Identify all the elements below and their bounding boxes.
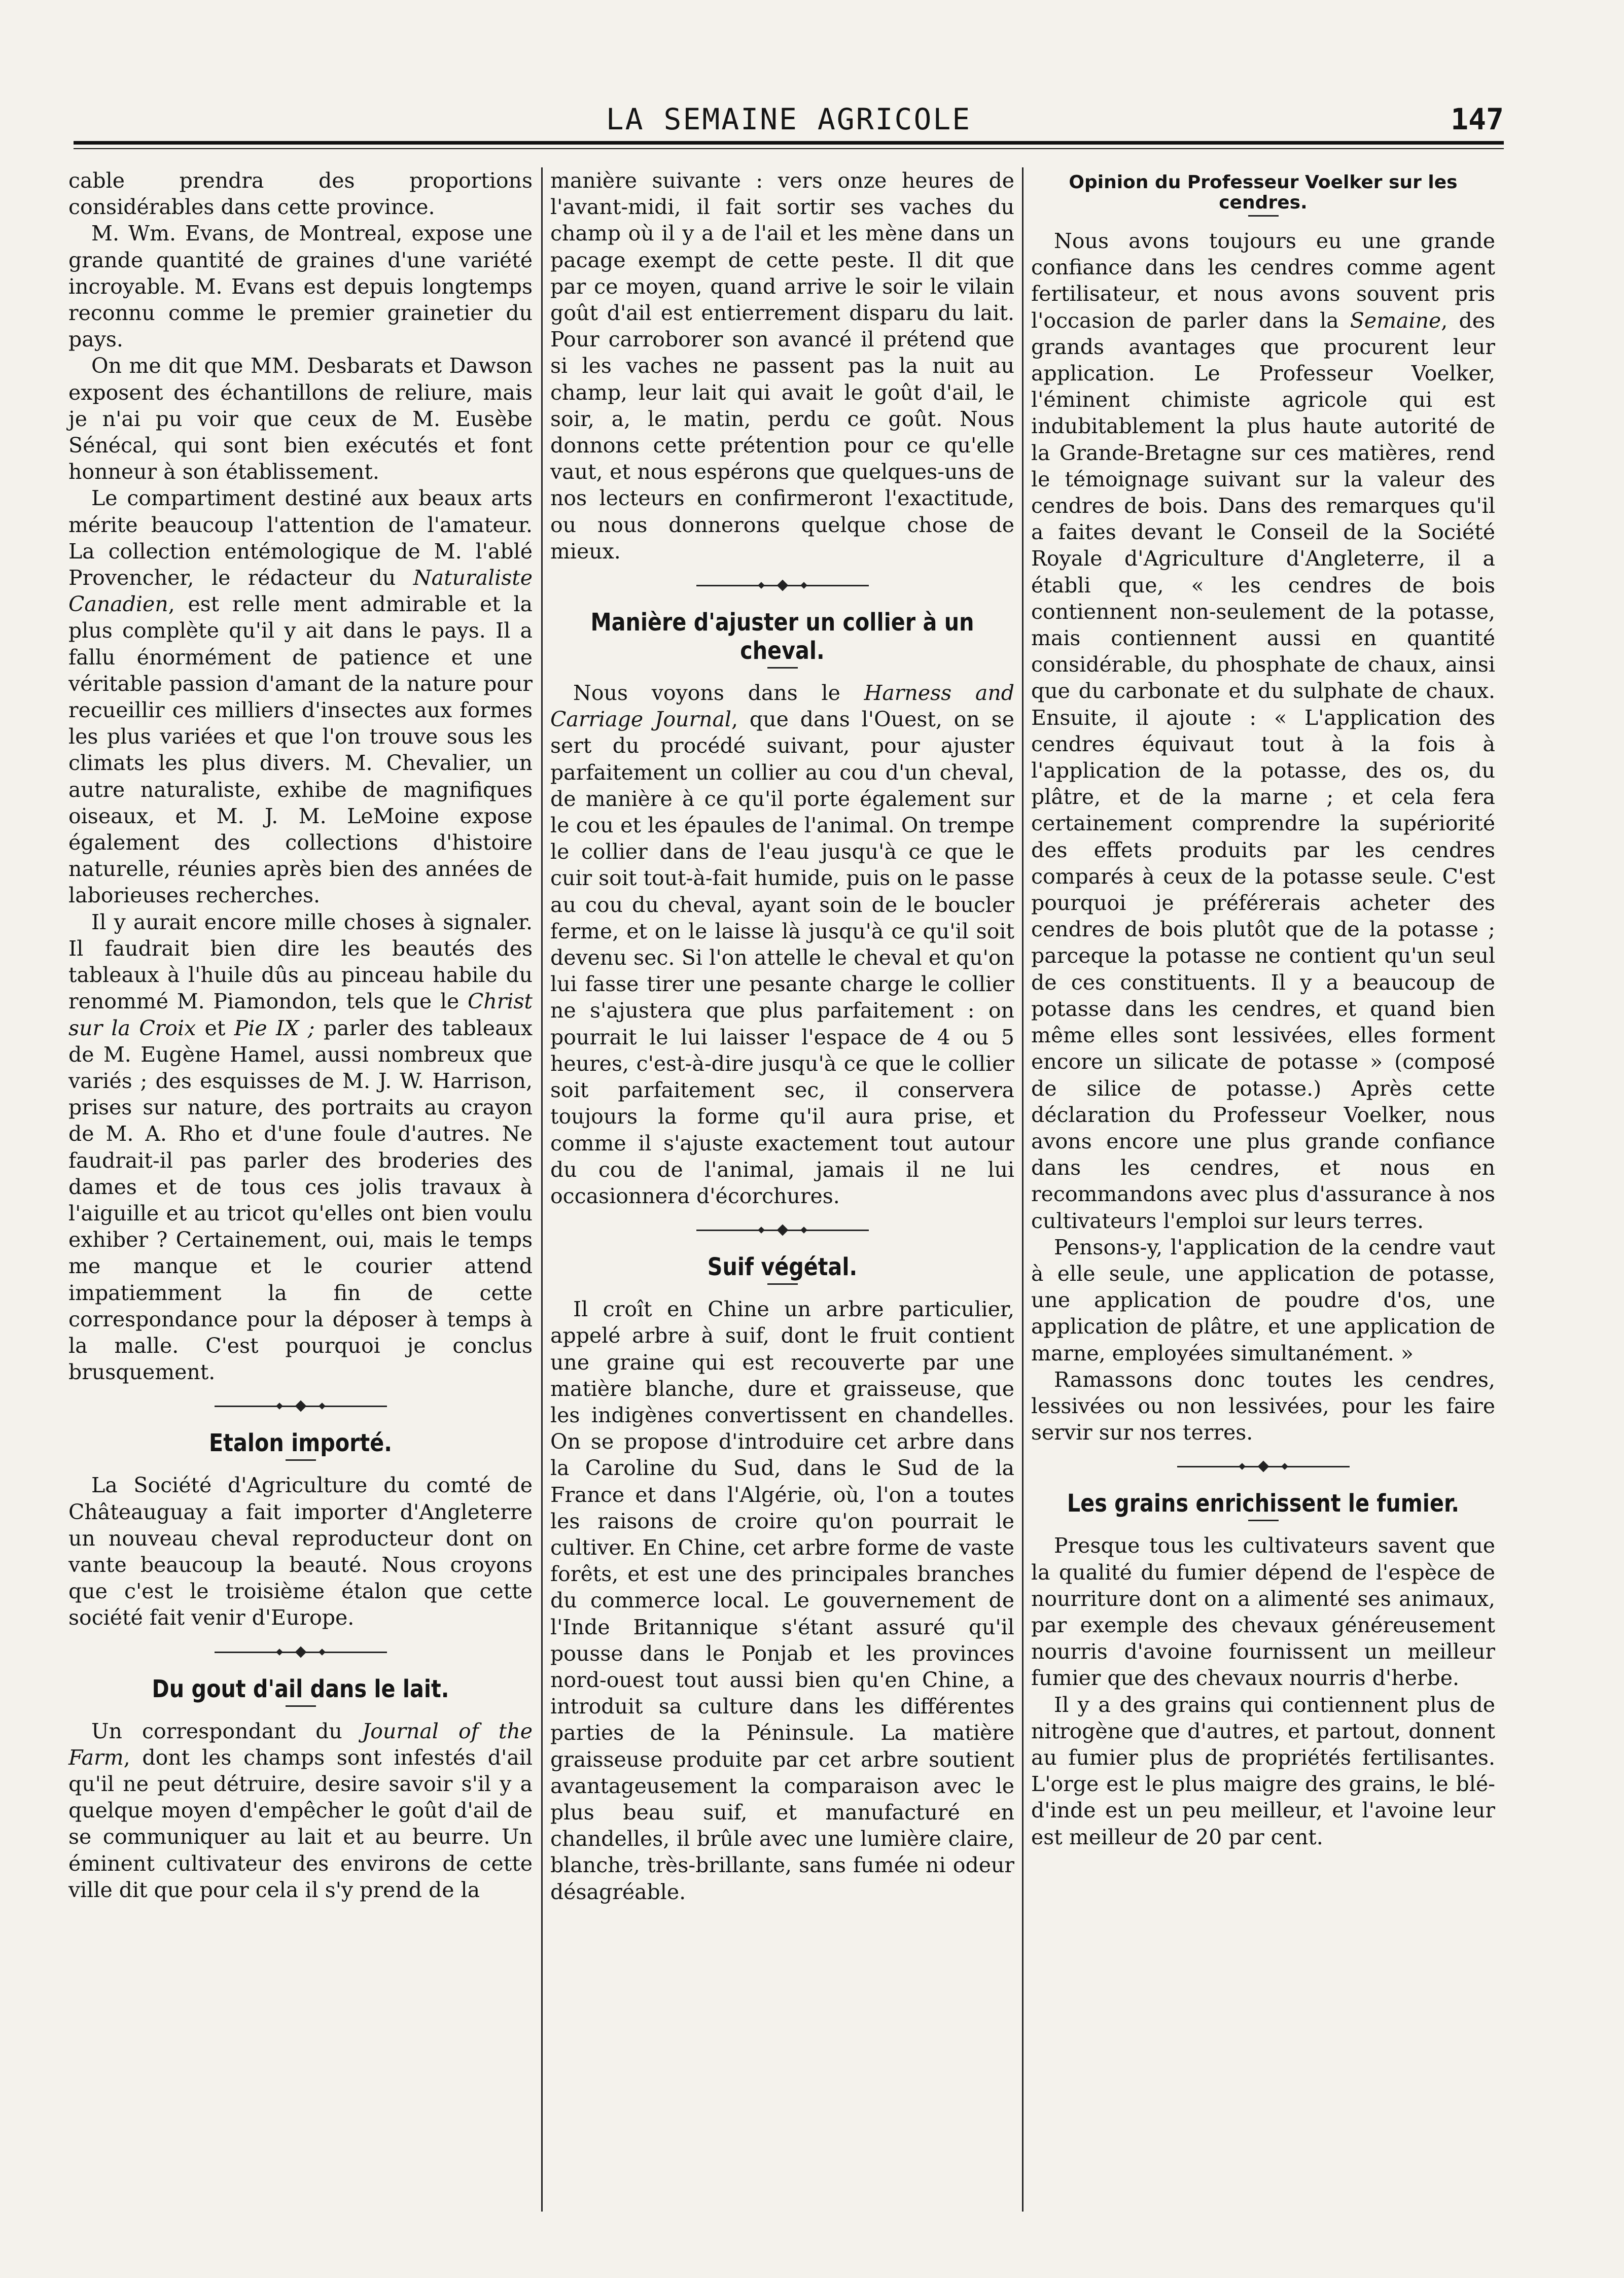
paragraph-grains-2: Il y a des grains qui contiennent plus de nitrogène que d'autres, et partout, donnent au fumier plus de propriétés fertilisantes. L'orge est le plus maigre des grains, le blé-d'inde est un peu meilleur, et l'avoine leur est meilleur de 20 par cent. [1031,1692,1495,1849]
italic-title: Journal of the Farm [68,1719,533,1770]
paragraph-beaux-arts [68,485,533,908]
text-run: , des grands avantages que procurent leur application. Le Professeur Voelker, l'éminent chimiste agricole qui est indubitablement la plus haute autorité de la Grande-Bretagne sur ces matières, rend le témoignage suivant sur la valeur des cendres de bois. Dans des remarques qu'il a faites devant le Conseil de la Société Royale d'Agriculture d'Angleterre, il a établi que, « les cendres de bois contiennent non-seulement de la potasse, mais contiennent aussi en quantité considérable, du phosphate de chaux, ainsi que du carbonate et du sulphate de chaux. Ensuite, il ajoute : « L'application des cendres équivaut tout à la fois à l'application de la potasse, des os, du plâtre, et de la marne ; et cela fera certainement comprendre la supériorité des effets produits par les cendres comparés à ceux de la potasse seule. C'est pourquoi je préférerais acheter des cendres de bois plutôt que de la potasse ; parceque la potasse ne contient qu'un seul de ces constituents. Il y a beaucoup de potasse dans les cendres, et quand bien même elles sont lessivées, elles forment encore un silicate de potasse » (composé de silice de potasse.) Après cette déclaration du Professeur Voelker, nous avons encore une plus grande confiance dans les cendres, et nous en recommandons avec plus d'assurance à nos cultivateurs l'emploi sur leurs terres. [1031,308,1495,1233]
heading-etalon: Etalon importé. [209,1429,392,1458]
italic-title: Semaine [1350,308,1441,333]
section-ornament [696,1224,869,1236]
italic-title: Pie IX ; [234,1015,315,1040]
column-2 [550,167,1014,1905]
text-run: parler des tableaux de M. Eugène Hamel, aussi nombreux que variés ; des esquisses de M. J. W. Harrison, prises sur nature, des portraits au crayon de M. A. Rho et d'une foule d'autres. Ne faudrait-il pas parler des broderies des dames et de tous ces jolis travaux à l'aiguille et au tricot qu'elles ont bien voulu exhiber ? Certainement, oui, mais le temps me manque et le courier attend impatiemment la fin de cette correspondance pour la déposer à temps à la malle. C'est pourquoi je conclus brusquement. [68,1015,533,1385]
heading-dash [1248,1520,1279,1521]
heading-gout-ail: Du gout d'ail dans le lait. [152,1674,449,1703]
paragraph-suif: Il croît en Chine un arbre particulier, appelé arbre à suif, dont le fruit contient une graine qui est recouverte par une matière blanche, dure et graisseuse, que les indigènes convertissent en chandelles. On se propose d'introduire cet arbre dans la Caroline du Sud, dans le Sud de la France et dans l'Algérie, où, l'on a toutes les raisons de croire qu'on pourrait le cultiver. En Chine, cet arbre forme de vaste forêts, et est une des principales branches du commerce local. Le gouvernement de l'Inde Britannique s'étant assuré qu'il pousse dans le Ponjab et les provinces nord-ouest tout aussi bien qu'en Chine, a introduit sa culture dans les différentes parties de la Péninsule. La matière graisseuse produite par cet arbre soutient avantageusement la comparaison avec le plus beau suif, et manufacturé en chandelles, il brûle avec une lumière claire, blanche, très-brillante, sans fumée ni odeur désagréable. [550,1297,1014,1904]
header-rule-thin [74,148,1504,149]
header-rule-thick [74,141,1504,145]
text-run: , que dans l'Ouest, on se sert du procédé suivant, pour ajuster parfaitement un collier au cou d'un cheval, de manière à ce qu'il porte également sur le cou et les épaules de l'animal. On trempe le collier dans de l'eau jusqu'à ce que le cuir soit tout-à-fait humide, puis on le passe au cou du cheval, ayant soin de le boucler ferme, et on le laisse là jusqu'à ce qu'il soit devenu sec. Si l'on attelle le cheval et qu'on lui fasse tirer une pesante charge le collier ne s'ajustera que plus parfaitement : on pourrait le lui laisser l'espace de 4 ou 5 heures, c'est-à-dire jusqu'à ce que le collier soit parfaitement sec, il conservera toujours la forme qu'il aura prise, et comme il s'ajuste exactement tout autour du cou de l'animal, jamais il ne lui occasionnera d'écorchures. [550,707,1015,1208]
text-run: Il y aurait encore mille choses à signaler. Il faudrait bien dire les beautés des tableaux à l'huile dûs au pinceau habile du renommé M. Piamondon, tels que le [68,909,533,1014]
paragraph-gout-ail [68,1718,533,1903]
text-run: Le compartiment destiné aux beaux arts mérite beaucoup l'attention de l'amateur. La collection entémologique de M. l'ablé Provencher, le rédacteur du [68,486,533,590]
text-run: Nous avons toujours eu une grande confiance dans les cendres comme agent fertilisateur, et nous avons souvent pris l'occasion de parler dans la [1031,229,1495,333]
text-run: , dont les champs sont infestés d'ail qu'il ne peut détruire, desire savoir s'il y a quelque moyen d'empêcher le goût d'ail de se communiquer au lait et au beurre. Un éminent cultivateur des environs de cette ville dit que pour cela il s'y prend de la [68,1745,533,1902]
paragraph-grains-1: Presque tous les cultivateurs savent que la qualité du fumier dépend de l'espèce de nourriture dont on a alimenté ses animaux, par exemple des chevaux généreusement nourris d'avoine fournissent un meilleur fumier que des chevaux nourris d'herbe. [1031,1533,1495,1691]
paragraph-evans: M. Wm. Evans, de Montreal, expose une grande quantité de graines d'une variété incroyable. M. Evans est depuis longtemps reconnu comme le premier grainetier du pays. [68,221,533,352]
section-ornament [696,580,869,591]
section-ornament [215,1646,387,1658]
section-ornament [1177,1461,1350,1472]
column-3 [1031,167,1495,1850]
text-run: Nous voyons dans le [573,681,864,706]
column-1 [68,167,533,1903]
paragraph-continued: cable prendra des proportions considérables dans cette province. [68,168,533,220]
text-run: Un correspondant du [91,1719,362,1743]
paragraph-voelker [1031,228,1495,1234]
paragraph-collier [550,680,1014,1209]
heading-dash [767,1283,798,1285]
page-number: 147 [1451,102,1504,136]
heading-dash [767,667,798,669]
heading-dash [286,1459,316,1461]
column-divider-2 [1022,167,1023,2212]
paragraph-ramassons: Ramassons donc toutes les cendres, lessivées ou non lessivées, pour les faire servir sur nos terres. [1031,1367,1495,1445]
italic-title: Naturaliste Canadien [68,566,533,617]
heading-dash [1248,215,1279,217]
paragraph-gout-suite: manière suivante : vers onze heures de l'avant-midi, il fait sortir ses vaches du champ où il y a de l'ail et les mène dans un pacage exempt de cette peste. Il dit que par ce moyen, quand arrive le soir le vilain goût d'ail est entierrement disparu du lait. Pour carroborer son avancé il prétend que si les vaches ne passent pas la nuit au champ, leur lait qui avait le goût d'ail, le soir, a, le matin, perdu ce goût. Nous donnons cette prétention pour ce qu'elle vaut, et nous espérons que quelques-uns de nos lecteurs en confirmeront l'exactitude, ou nous donnerons quelque chose de mieux. [550,168,1014,564]
text-run: , est relle ment admirable et la plus complète qu'il y ait dans le pays. Il a fallu énormément de patience et une véritable passion d'amant de la nature pour recueillir ces milliers d'insectes aux formes les plus variées et que l'on trouve sous les climats les plus divers. M. Chevalier, un autre naturaliste, exhibe de magnifiques oiseaux, et M. J. M. LeMoine expose également des collections d'histoire naturelle, réunies après bien des années de laborieuses recherches. [68,592,533,908]
section-ornament [215,1400,387,1412]
page-header [74,101,1504,137]
column-divider-1 [541,167,543,2212]
masthead: LA SEMAINE AGRICOLE [606,102,972,136]
text-run: et [196,1015,234,1040]
heading-voelker: Opinion du Professeur Voelker sur les cendres. [1069,172,1458,213]
heading-dash [286,1705,316,1707]
paragraph-etalon: La Société d'Agriculture du comté de Châteauguay a fait importer d'Angleterre un nouveau cheval reproducteur dont on vante beaucoup la beauté. Nous croyons que c'est le troisième étalon que cette société fait venir d'Europe. [68,1473,533,1630]
heading-suif: Suif végétal. [707,1253,858,1282]
paragraph-desbarats: On me dit que MM. Desbarats et Dawson exposent des échantillons de reliure, mais je n'ai pu voir que ceux de M. Eusèbe Sénécal, qui sont bien exécutés et font honneur à son établissement. [68,354,533,484]
paragraph-mille-choses [68,909,533,1386]
italic-title: Harness and Carriage Journal [550,681,1014,732]
paragraph-pensons: Pensons-y, l'application de la cendre vaut à elle seule, une application de potasse, une application de poudre d'os, une application de plâtre, et une application de marne, employées simultanément. » [1031,1235,1495,1365]
heading-grains: Les grains enrichissent le fumier. [1067,1489,1460,1518]
heading-collier: Manière d'ajuster un collier à un cheval. [590,608,974,665]
italic-title: Christ sur la Croix [68,989,533,1040]
